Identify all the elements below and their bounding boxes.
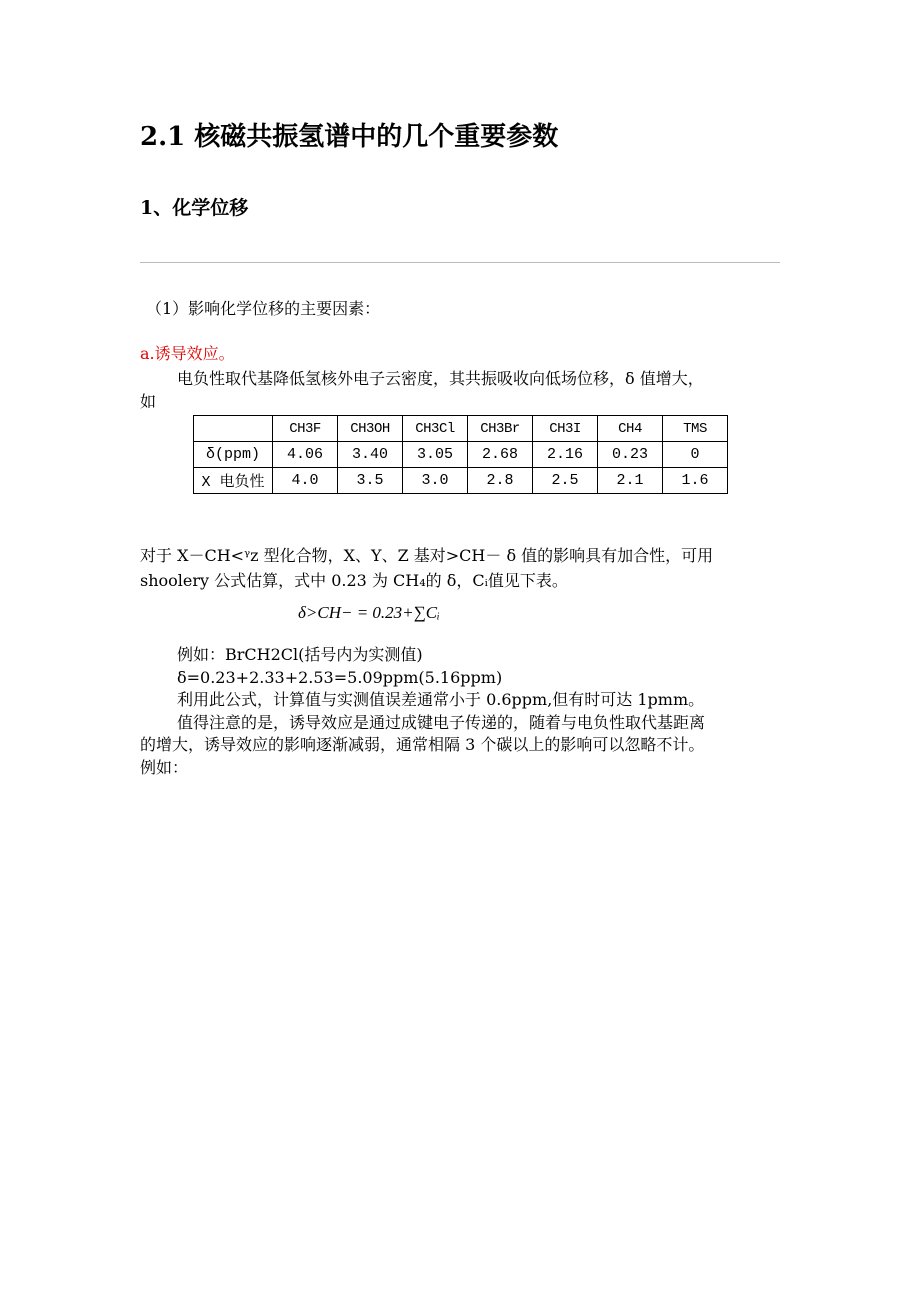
table-cell: 4.06 [273,442,338,468]
table-header-cell: CH3I [533,416,598,442]
table-header-cell: TMS [663,416,728,442]
divider [140,262,780,263]
paragraph: 如 [140,392,157,411]
paragraph: 利用此公式，计算值与实测值误差通常小于 0.6ppm,但有时可达 1pmm。 [177,690,705,709]
paragraph: 的增大，诱导效应的影响逐渐减弱，通常相隔 3 个碳以上的影响可以忽略不计。 [140,735,705,754]
table-header-row [194,416,728,442]
section-heading: 1、化学位移 [140,197,249,219]
table-cell: X 电负性 [194,468,273,494]
table-cell [194,416,273,442]
table-cell: 3.0 [403,468,468,494]
table-header-cell: CH3Br [468,416,533,442]
table-row [194,468,728,494]
table-cell: 0.23 [598,442,663,468]
table-cell: δ(ppm) [194,442,273,468]
table-cell: 0 [663,442,728,468]
shoolery-formula: δ>CH− = 0.23+∑Cᵢ [298,603,440,622]
table-header-cell: CH3Cl [403,416,468,442]
paragraph: shoolery 公式估算，式中 0.23 为 CH₄的 δ，Cᵢ值见下表。 [140,571,568,590]
paragraph: 值得注意的是，诱导效应是通过成键电子传递的，随着与电负性取代基距离 [177,713,706,732]
paragraph: 对于 X－CH<ᵞz 型化合物，X、Y、Z 基对>CH－ δ 值的影响具有加合性，可用 [140,546,714,565]
subsection-heading: （1）影响化学位移的主要因素： [146,299,381,318]
table-cell: 4.0 [273,468,338,494]
table-cell: 3.05 [403,442,468,468]
paragraph: 电负性取代基降低氢核外电子云密度，其共振吸收向低场位移，δ 值增大， [177,369,704,388]
table-header-cell: CH3F [273,416,338,442]
table-cell: 2.5 [533,468,598,494]
table-cell: 3.5 [338,468,403,494]
table-cell: 2.8 [468,468,533,494]
table-cell: 1.6 [663,468,728,494]
table-header-cell: CH4 [598,416,663,442]
table-cell: 2.16 [533,442,598,468]
factor-heading: a.诱导效应。 [140,344,235,363]
table-header-cell: CH3OH [338,416,403,442]
table-cell: 2.1 [598,468,663,494]
table-cell: 2.68 [468,442,533,468]
paragraph: 例如：BrCH2Cl(括号内为实测值) [177,645,423,664]
chemical-shift-table [193,415,728,494]
paragraph: δ=0.23+2.33+2.53=5.09ppm(5.16ppm) [177,668,503,687]
table-row [194,442,728,468]
paragraph: 例如： [140,758,189,777]
table-cell: 3.40 [338,442,403,468]
page-title: 2.1 核磁共振氢谱中的几个重要参数 [140,122,559,152]
